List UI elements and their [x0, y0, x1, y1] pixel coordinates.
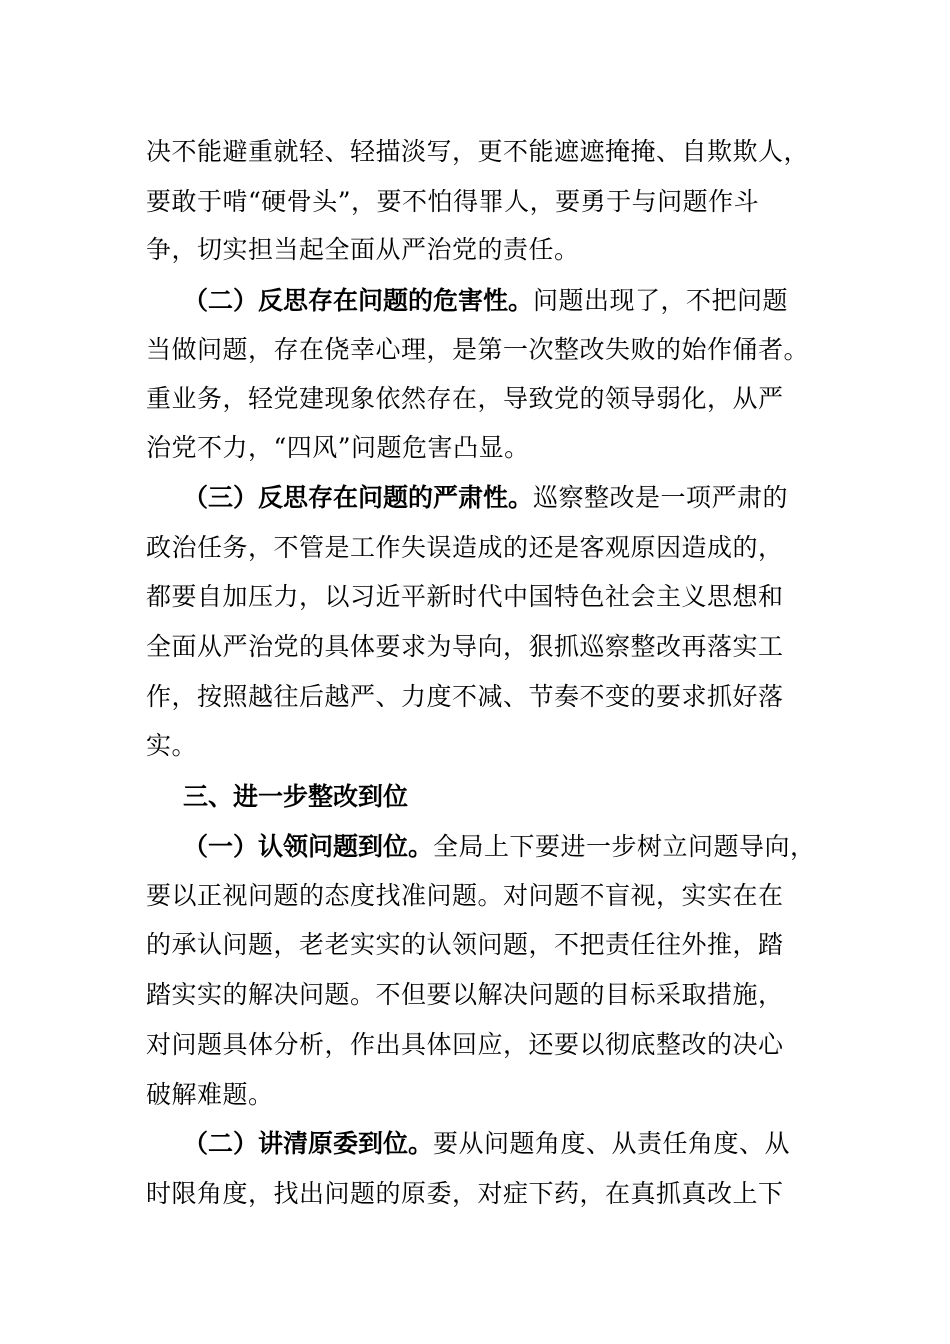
paragraph-heading: （二）反思存在问题的危害性。 [183, 286, 534, 315]
paragraph-text: 全局上下要进一步树立问题导向， [433, 832, 816, 861]
section-title: 三、进一步整改到位 [183, 782, 409, 811]
paragraph-text: 问题出现了，不把问题 [533, 286, 789, 315]
paragraph-heading: （二）讲清原委到位。 [183, 1129, 434, 1158]
paragraph-text: 要从问题角度、从责任角度、从 [433, 1129, 791, 1158]
paragraph-first-line [183, 827, 863, 867]
text-line: 决不能避重就轻、轻描淡写，更不能遮遮掩掩、自欺欺人， [146, 137, 810, 166]
text-line: 踏实实的解决问题。不但要以解决问题的目标采取措施， [146, 980, 784, 1009]
paragraph-first-line [183, 281, 863, 321]
paragraph-first-line [183, 478, 863, 518]
text-line: 重业务，轻党建现象依然存在，导致党的领导弱化，从严 [146, 384, 784, 413]
text-line: 都要自加压力，以习近平新时代中国特色社会主义思想和 [146, 582, 784, 611]
text-line: 要以正视问题的态度找准问题。对问题不盲视，实实在在 [146, 881, 784, 910]
text-line: 政治任务，不管是工作失误造成的还是客观原因造成的， [146, 533, 784, 562]
text-line: 作，按照越往后越严、力度不减、节奏不变的要求抓好落 [146, 682, 784, 711]
text-line: 治党不力，“四风”问题危害凸显。 [146, 433, 530, 462]
paragraph-heading: （三）反思存在问题的严肃性。 [183, 483, 534, 512]
paragraph-heading: （一）认领问题到位。 [183, 832, 434, 861]
text-line: 实。 [146, 731, 198, 760]
text-line: 全面从严治党的具体要求为导向，狠抓巡察整改再落实工 [146, 632, 784, 661]
text-line: 当做问题，存在侥幸心理，是第一次整改失败的始作俑者。 [146, 335, 810, 364]
paragraph-first-line [183, 1124, 863, 1164]
text-line: 对问题具体分析，作出具体回应，还要以彻底整改的决心 [146, 1030, 784, 1059]
text-line: 时限角度，找出问题的原委，对症下药，在真抓真改上下 [146, 1179, 784, 1208]
text-line: 破解难题。 [146, 1080, 274, 1109]
paragraph-text: 巡察整改是一项严肃的 [533, 483, 789, 512]
text-line: 争，切实担当起全面从严治党的责任。 [146, 235, 580, 264]
text-line: 的承认问题，老老实实的认领问题，不把责任往外推，踏 [146, 930, 784, 959]
text-line: 要敢于啃“硬骨头”，要不怕得罪人，要勇于与问题作斗 [146, 187, 760, 216]
